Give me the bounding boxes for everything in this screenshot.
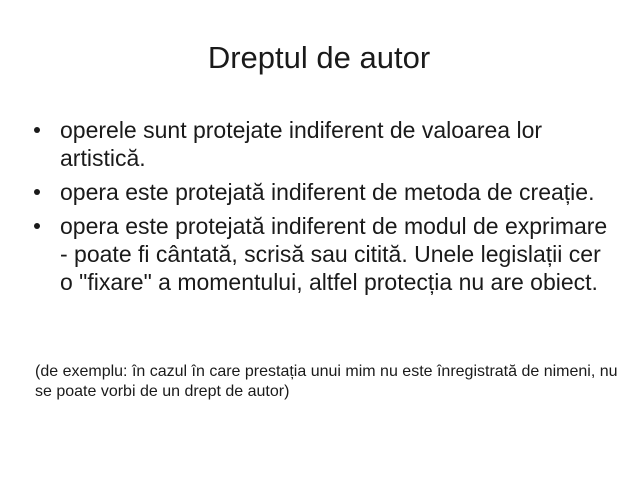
bullet-dot-icon [34, 223, 40, 229]
bullet-dot-icon [34, 127, 40, 133]
bullet-list [34, 116, 614, 302]
bullet-text: operele sunt protejate indiferent de valoarea lor artistică. [60, 117, 543, 171]
bullet-dot-icon [34, 189, 40, 195]
bullet-item-creation-method [34, 178, 614, 206]
bullet-item-expression-mode [34, 212, 614, 296]
bullet-item-artistic-value [34, 116, 614, 172]
slide-title: Dreptul de autor [207, 40, 431, 75]
bullet-text: opera este protejată indiferent de modul de exprimare - poate fi cântată, scrisă sau citită. Unele legislații cer o "fixare" a momentului, altfel protecția nu are obiect. [60, 213, 608, 295]
example-note: (de exemplu: în cazul în care prestația unui mim nu este înregistrată de nimeni, nu se poate vorbi de un drept de autor) [35, 363, 618, 400]
bullet-text: opera este protejată indiferent de metoda de creație. [60, 179, 595, 205]
